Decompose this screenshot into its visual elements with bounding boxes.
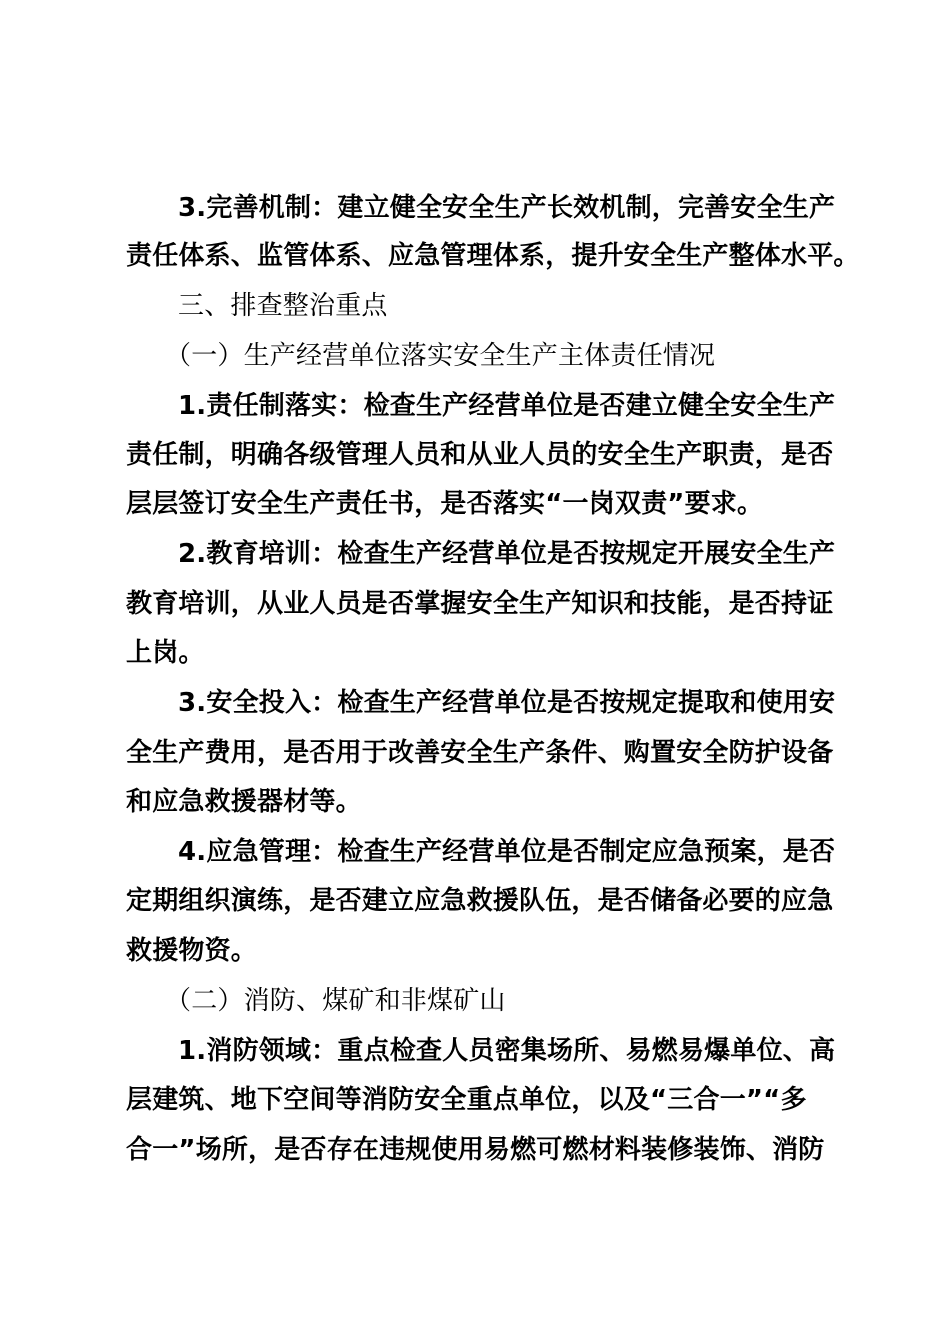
text-line: 教育培训，从业人员是否掌握安全生产知识和技能，是否持证 [126,589,834,619]
text-line: 定期组织演练，是否建立应急救援队伍，是否储备必要的应急 [126,886,834,916]
section-heading: 三、排查整治重点 [178,291,388,321]
text-line: 1.消防领域：重点检查人员密集场所、易燃易爆单位、高 [178,1036,836,1066]
text-line: 4.应急管理：检查生产经营单位是否制定应急预案，是否 [178,837,836,867]
subsection-heading: （一）生产经营单位落实安全生产主体责任情况 [165,341,716,371]
text-line: 上岗。 [126,638,205,668]
text-line: 层建筑、地下空间等消防安全重点单位，以及“三合一”“多 [126,1085,807,1115]
text-line: 责任制，明确各级管理人员和从业人员的安全生产职责，是否 [126,440,834,470]
text-line: 合一”场所，是否存在违规使用易燃可燃材料装修装饰、消防 [126,1135,825,1165]
text-line: 3.完善机制：建立健全安全生产长效机制，完善安全生产 [178,193,836,223]
text-line: 3.安全投入：检查生产经营单位是否按规定提取和使用安 [178,688,836,718]
text-line: 层层签订安全生产责任书，是否落实“一岗双责”要求。 [126,489,764,519]
text-line: 救援物资。 [126,936,258,966]
text-line: 全生产费用，是否用于改善安全生产条件、购置安全防护设备 [126,738,834,768]
text-line: 1.责任制落实：检查生产经营单位是否建立健全安全生产 [178,391,836,421]
text-line: 和应急救援器材等。 [126,787,362,817]
text-line: 2.教育培训：检查生产经营单位是否按规定开展安全生产 [178,539,836,569]
text-line: 责任体系、监管体系、应急管理体系，提升安全生产整体水平。 [126,241,860,271]
subsection-heading: （二）消防、煤矿和非煤矿山 [165,986,506,1016]
